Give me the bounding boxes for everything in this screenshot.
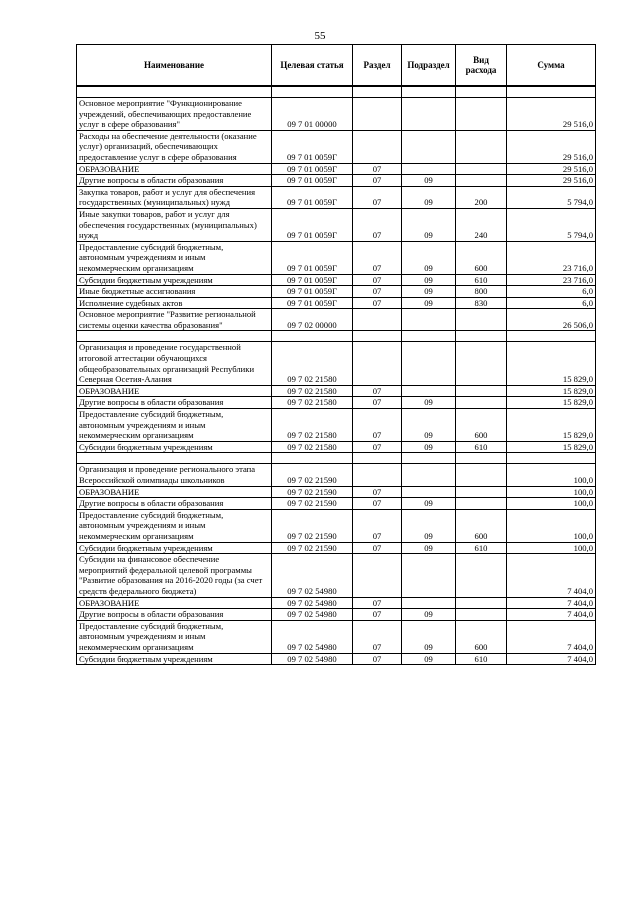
row-section-cell: 07 <box>353 653 402 665</box>
row-type-cell: 830 <box>456 297 507 309</box>
row-type-cell <box>456 554 507 597</box>
row-subsection-cell <box>402 464 456 486</box>
empty-cell <box>77 453 272 464</box>
row-name-cell: Другие вопросы в области образования <box>77 498 272 510</box>
row-subsection-cell: 09 <box>402 186 456 208</box>
row-name-cell: Другие вопросы в области образования <box>77 397 272 409</box>
row-section-cell <box>353 130 402 163</box>
row-subsection-cell: 09 <box>402 498 456 510</box>
row-name-cell: Предоставление субсидий бюджетным, автономным учреждениям и иным некоммерческим организациям <box>77 509 272 542</box>
table-row <box>77 609 596 621</box>
row-name-cell: Другие вопросы в области образования <box>77 609 272 621</box>
row-section-cell: 07 <box>353 620 402 653</box>
row-sum-cell: 15 829,0 <box>507 385 596 397</box>
row-name-cell: ОБРАЗОВАНИЕ <box>77 486 272 498</box>
table-row <box>77 274 596 286</box>
row-sum-cell: 15 829,0 <box>507 397 596 409</box>
row-target-cell: 09 7 02 21580 <box>272 342 353 385</box>
row-target-cell: 09 7 02 00000 <box>272 309 353 331</box>
table-row <box>77 342 596 385</box>
empty-cell <box>402 86 456 98</box>
row-sum-cell: 15 829,0 <box>507 342 596 385</box>
row-type-cell <box>456 98 507 131</box>
row-name-cell: Предоставление субсидий бюджетным, автономным учреждениям и иным некоммерческим организациям <box>77 620 272 653</box>
row-type-cell: 610 <box>456 441 507 453</box>
table-row <box>77 98 596 131</box>
row-target-cell: 09 7 02 54980 <box>272 609 353 621</box>
row-section-cell: 07 <box>353 274 402 286</box>
row-subsection-cell <box>402 309 456 331</box>
row-sum-cell: 7 404,0 <box>507 609 596 621</box>
row-sum-cell: 7 404,0 <box>507 620 596 653</box>
row-sum-cell: 100,0 <box>507 542 596 554</box>
row-target-cell: 09 7 01 0059Г <box>272 130 353 163</box>
row-name-cell: Иные закупки товаров, работ и услуг для обеспечения государственных (муниципальных) нужд <box>77 208 272 241</box>
table-row <box>77 509 596 542</box>
row-section-cell <box>353 554 402 597</box>
table-spacer-row <box>77 86 596 98</box>
row-target-cell: 09 7 02 54980 <box>272 554 353 597</box>
table-row <box>77 542 596 554</box>
table-row <box>77 620 596 653</box>
row-section-cell <box>353 98 402 131</box>
row-section-cell: 07 <box>353 542 402 554</box>
empty-cell <box>456 86 507 98</box>
row-type-cell: 600 <box>456 409 507 442</box>
row-name-cell: Организация и проведение государственной итоговой аттестации обучающихся общеобразовательных организаций Республики Северная Осетия-Алания <box>77 342 272 385</box>
row-type-cell <box>456 309 507 331</box>
row-subsection-cell: 09 <box>402 441 456 453</box>
empty-cell <box>272 453 353 464</box>
table-spacer-row <box>77 331 596 342</box>
row-name-cell: Субсидии на финансовое обеспечение мероприятий федеральной целевой программы "Развитие образования на 2016-2020 годы (за счет средств федерального бюджета) <box>77 554 272 597</box>
row-subsection-cell <box>402 486 456 498</box>
header-sum: Сумма <box>507 45 596 87</box>
row-target-cell: 09 7 02 21590 <box>272 464 353 486</box>
header-subsection: Подраздел <box>402 45 456 87</box>
row-section-cell: 07 <box>353 609 402 621</box>
row-name-cell: Иные бюджетные ассигнования <box>77 286 272 298</box>
row-sum-cell: 23 716,0 <box>507 274 596 286</box>
table-spacer-row <box>77 453 596 464</box>
row-name-cell: Основное мероприятие "Развитие региональной системы оценки качества образования" <box>77 309 272 331</box>
row-target-cell: 09 7 02 21580 <box>272 409 353 442</box>
row-target-cell: 09 7 02 54980 <box>272 597 353 609</box>
row-name-cell: Закупка товаров, работ и услуг для обеспечения государственных (муниципальных) нужд <box>77 186 272 208</box>
table-row <box>77 486 596 498</box>
row-name-cell: ОБРАЗОВАНИЕ <box>77 163 272 175</box>
table-row <box>77 163 596 175</box>
table-row <box>77 175 596 187</box>
empty-cell <box>272 331 353 342</box>
header-expense-type: Вид расхода <box>456 45 507 87</box>
row-subsection-cell: 09 <box>402 208 456 241</box>
row-type-cell <box>456 385 507 397</box>
row-sum-cell: 15 829,0 <box>507 441 596 453</box>
row-name-cell: Субсидии бюджетным учреждениям <box>77 274 272 286</box>
row-sum-cell: 5 794,0 <box>507 186 596 208</box>
row-section-cell: 07 <box>353 241 402 274</box>
row-target-cell: 09 7 01 0059Г <box>272 186 353 208</box>
table-row <box>77 597 596 609</box>
row-subsection-cell <box>402 385 456 397</box>
row-sum-cell: 100,0 <box>507 498 596 510</box>
row-section-cell <box>353 309 402 331</box>
empty-cell <box>456 453 507 464</box>
table-row <box>77 385 596 397</box>
empty-cell <box>77 86 272 98</box>
table-row <box>77 186 596 208</box>
row-target-cell: 09 7 02 54980 <box>272 653 353 665</box>
row-type-cell <box>456 486 507 498</box>
row-target-cell: 09 7 01 0059Г <box>272 286 353 298</box>
row-sum-cell: 29 516,0 <box>507 163 596 175</box>
row-subsection-cell <box>402 554 456 597</box>
row-section-cell: 07 <box>353 441 402 453</box>
row-target-cell: 09 7 01 0059Г <box>272 163 353 175</box>
row-subsection-cell <box>402 98 456 131</box>
row-target-cell: 09 7 01 0059Г <box>272 297 353 309</box>
header-name: Наименование <box>77 45 272 87</box>
row-target-cell: 09 7 02 21590 <box>272 498 353 510</box>
empty-cell <box>402 331 456 342</box>
row-subsection-cell: 09 <box>402 241 456 274</box>
row-subsection-cell: 09 <box>402 397 456 409</box>
row-type-cell: 600 <box>456 620 507 653</box>
row-section-cell <box>353 342 402 385</box>
row-sum-cell: 7 404,0 <box>507 597 596 609</box>
row-subsection-cell: 09 <box>402 286 456 298</box>
row-target-cell: 09 7 01 0059Г <box>272 274 353 286</box>
table-row <box>77 309 596 331</box>
row-section-cell: 07 <box>353 498 402 510</box>
row-target-cell: 09 7 02 21580 <box>272 441 353 453</box>
table-row <box>77 397 596 409</box>
table-row <box>77 208 596 241</box>
row-sum-cell: 26 506,0 <box>507 309 596 331</box>
empty-cell <box>507 86 596 98</box>
table-header-row <box>77 45 596 87</box>
table-row <box>77 464 596 486</box>
table-row <box>77 130 596 163</box>
row-subsection-cell: 09 <box>402 297 456 309</box>
header-section: Раздел <box>353 45 402 87</box>
row-target-cell: 09 7 02 21590 <box>272 542 353 554</box>
table-row <box>77 286 596 298</box>
empty-cell <box>353 331 402 342</box>
row-target-cell: 09 7 02 54980 <box>272 620 353 653</box>
row-name-cell: Организация и проведение регионального этапа Всероссийской олимпиады школьников <box>77 464 272 486</box>
row-type-cell <box>456 464 507 486</box>
table-row <box>77 297 596 309</box>
row-section-cell: 07 <box>353 486 402 498</box>
row-sum-cell: 5 794,0 <box>507 208 596 241</box>
table-row <box>77 441 596 453</box>
row-subsection-cell <box>402 342 456 385</box>
header-target: Целевая статья <box>272 45 353 87</box>
row-sum-cell: 100,0 <box>507 509 596 542</box>
row-type-cell <box>456 175 507 187</box>
row-sum-cell: 15 829,0 <box>507 409 596 442</box>
row-type-cell <box>456 130 507 163</box>
row-target-cell: 09 7 01 0059Г <box>272 241 353 274</box>
row-target-cell: 09 7 01 00000 <box>272 98 353 131</box>
row-section-cell: 07 <box>353 597 402 609</box>
row-name-cell: Предоставление субсидий бюджетным, автономным учреждениям и иным некоммерческим организациям <box>77 409 272 442</box>
table-row <box>77 498 596 510</box>
row-name-cell: ОБРАЗОВАНИЕ <box>77 385 272 397</box>
row-target-cell: 09 7 02 21580 <box>272 397 353 409</box>
row-type-cell: 610 <box>456 653 507 665</box>
row-name-cell: Субсидии бюджетным учреждениям <box>77 653 272 665</box>
row-target-cell: 09 7 02 21580 <box>272 385 353 397</box>
table-body <box>77 86 596 665</box>
row-name-cell: Предоставление субсидий бюджетным, автономным учреждениям и иным некоммерческим организациям <box>77 241 272 274</box>
row-section-cell: 07 <box>353 286 402 298</box>
row-section-cell: 07 <box>353 397 402 409</box>
row-section-cell: 07 <box>353 509 402 542</box>
row-name-cell: Субсидии бюджетным учреждениям <box>77 441 272 453</box>
row-target-cell: 09 7 01 0059Г <box>272 208 353 241</box>
row-sum-cell: 6,0 <box>507 297 596 309</box>
table-row <box>77 554 596 597</box>
row-type-cell: 240 <box>456 208 507 241</box>
row-sum-cell: 29 516,0 <box>507 98 596 131</box>
empty-cell <box>507 331 596 342</box>
row-name-cell: ОБРАЗОВАНИЕ <box>77 597 272 609</box>
row-subsection-cell: 09 <box>402 409 456 442</box>
row-type-cell: 800 <box>456 286 507 298</box>
row-type-cell <box>456 342 507 385</box>
row-sum-cell: 23 716,0 <box>507 241 596 274</box>
row-subsection-cell <box>402 597 456 609</box>
row-target-cell: 09 7 02 21590 <box>272 486 353 498</box>
empty-cell <box>402 453 456 464</box>
row-type-cell: 200 <box>456 186 507 208</box>
row-type-cell <box>456 163 507 175</box>
row-name-cell: Субсидии бюджетным учреждениям <box>77 542 272 554</box>
table-row <box>77 241 596 274</box>
row-type-cell: 610 <box>456 274 507 286</box>
table-row <box>77 409 596 442</box>
page-number: 55 <box>314 30 326 42</box>
row-sum-cell: 100,0 <box>507 464 596 486</box>
row-subsection-cell: 09 <box>402 653 456 665</box>
row-target-cell: 09 7 01 0059Г <box>272 175 353 187</box>
row-name-cell: Исполнение судебных актов <box>77 297 272 309</box>
row-section-cell: 07 <box>353 208 402 241</box>
row-subsection-cell: 09 <box>402 542 456 554</box>
row-type-cell <box>456 609 507 621</box>
row-sum-cell: 29 516,0 <box>507 130 596 163</box>
row-type-cell: 600 <box>456 509 507 542</box>
empty-cell <box>507 453 596 464</box>
empty-cell <box>456 331 507 342</box>
row-type-cell: 600 <box>456 241 507 274</box>
row-name-cell: Другие вопросы в области образования <box>77 175 272 187</box>
row-type-cell: 610 <box>456 542 507 554</box>
row-subsection-cell: 09 <box>402 274 456 286</box>
row-sum-cell: 6,0 <box>507 286 596 298</box>
empty-cell <box>77 331 272 342</box>
row-section-cell: 07 <box>353 175 402 187</box>
row-subsection-cell: 09 <box>402 620 456 653</box>
row-type-cell <box>456 397 507 409</box>
row-subsection-cell: 09 <box>402 609 456 621</box>
row-name-cell: Основное мероприятие "Функционирование учреждений, обеспечивающих предоставление услуг в сфере образования" <box>77 98 272 131</box>
row-section-cell <box>353 464 402 486</box>
row-sum-cell: 7 404,0 <box>507 554 596 597</box>
empty-cell <box>353 86 402 98</box>
table-row <box>77 653 596 665</box>
row-subsection-cell <box>402 163 456 175</box>
row-section-cell: 07 <box>353 409 402 442</box>
row-section-cell: 07 <box>353 385 402 397</box>
row-type-cell <box>456 597 507 609</box>
budget-table <box>76 44 596 665</box>
empty-cell <box>272 86 353 98</box>
empty-cell <box>353 453 402 464</box>
row-type-cell <box>456 498 507 510</box>
row-target-cell: 09 7 02 21590 <box>272 509 353 542</box>
row-section-cell: 07 <box>353 186 402 208</box>
row-sum-cell: 29 516,0 <box>507 175 596 187</box>
row-sum-cell: 7 404,0 <box>507 653 596 665</box>
row-subsection-cell <box>402 130 456 163</box>
row-sum-cell: 100,0 <box>507 486 596 498</box>
row-subsection-cell: 09 <box>402 509 456 542</box>
row-section-cell: 07 <box>353 297 402 309</box>
row-name-cell: Расходы на обеспечение деятельности (оказание услуг) организаций, обеспечивающих предоставление услуг в сфере образования <box>77 130 272 163</box>
row-subsection-cell: 09 <box>402 175 456 187</box>
row-section-cell: 07 <box>353 163 402 175</box>
